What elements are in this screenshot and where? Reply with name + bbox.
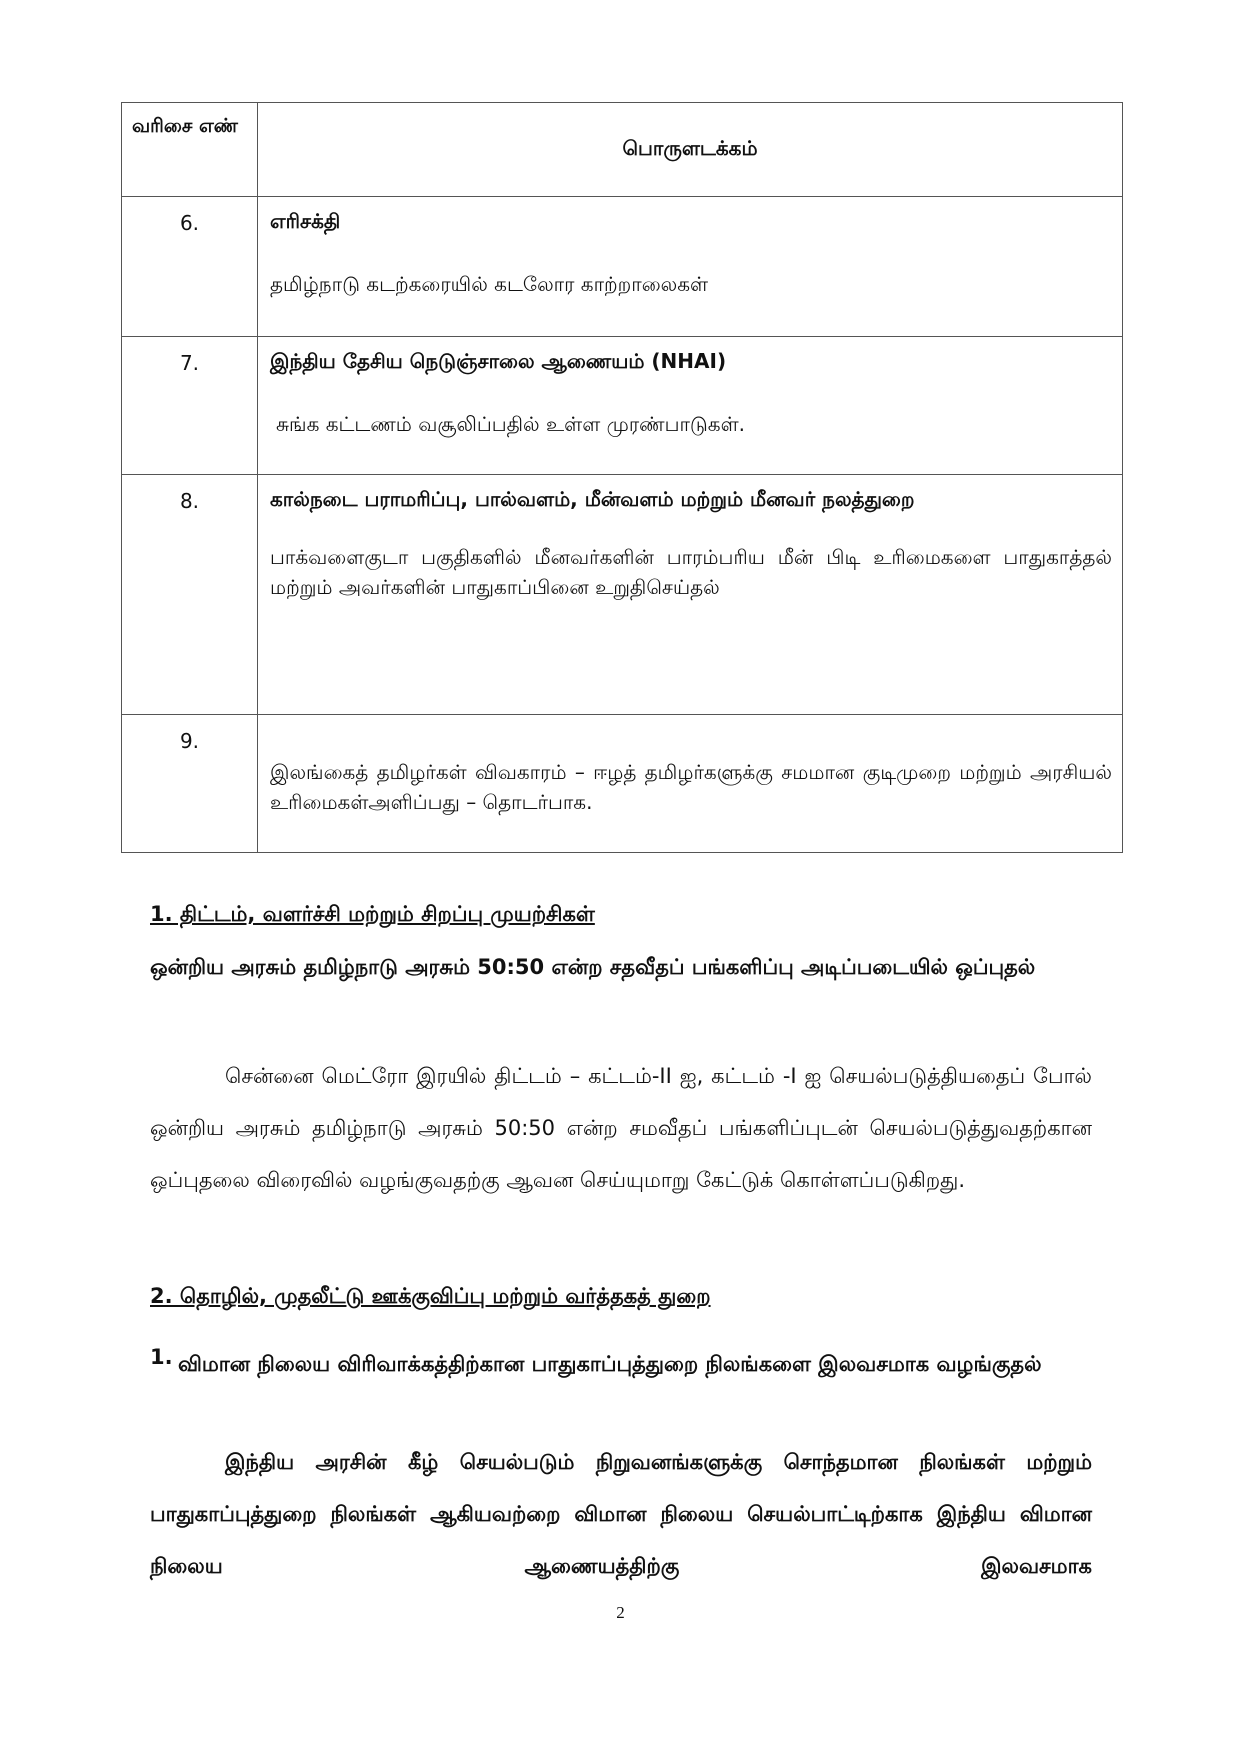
section-1-paragraph: சென்னை மெட்ரோ இரயில் திட்டம் – கட்டம்-II ஐ, கட்டம் -I ஐ செயல்படுத்தியதைப் போல் ஒன்றிய அரசும் தமிழ்நாடு அரசும் 50:50 என்ற சமவீதப் பங்களிப்புடன் செயல்படுத்துவதற்கான ஒப்புதலை விரைவில் வழங்குவதற்கு ஆவன செய்யுமாறு கேட்டுக் கொள்ளப்படுகிறது. xyxy=(150,1064,1092,1192)
row-number: 6. xyxy=(122,197,258,337)
table-row xyxy=(122,197,1123,337)
row-heading: கால்நடை பராமரிப்பு, பால்வளம், மீன்வளம் மற்றும் மீனவர் நலத்துறை xyxy=(270,487,915,511)
section-2-item-number: 1. xyxy=(150,1345,173,1369)
row-body: பாக்வளைகுடா பகுதிகளில் மீனவர்களின் பாரம்பரிய மீன் பிடி உரிமைகளை பாதுகாத்தல் மற்றும் அவர்களின் பாதுகாப்பினை உறுதிசெய்தல் xyxy=(270,545,1112,599)
row-body: இலங்கைத் தமிழர்கள் விவகாரம் – ஈழத் தமிழர்களுக்கு சமமான குடிமுறை மற்றும் அரசியல் உரிமைகள்அளிப்பது – தொடர்பாக. xyxy=(270,760,1112,814)
table-row xyxy=(122,475,1123,715)
row-body: தமிழ்நாடு கடற்கரையில் கடலோர காற்றாலைகள் xyxy=(270,272,709,296)
row-number: 7. xyxy=(122,337,258,475)
row-number: 9. xyxy=(122,715,258,853)
section-2-title: 2. தொழில், முதலீட்டு ஊக்குவிப்பு மற்றும் வர்த்தகத் துறை xyxy=(150,1284,711,1308)
contents-header: பொருளடக்கம் xyxy=(258,103,1123,197)
row-content xyxy=(258,715,1123,853)
section-1-title: 1. திட்டம், வளர்ச்சி மற்றும் சிறப்பு முயற்சிகள் xyxy=(150,902,595,926)
row-content xyxy=(258,337,1123,475)
row-body: சுங்க கட்டணம் வசூலிப்பதில் உள்ள முரண்பாடுகள். xyxy=(276,412,745,436)
page-number: 2 xyxy=(616,1603,625,1622)
row-heading: இந்திய தேசிய நெடுஞ்சாலை ஆணையம் (NHAI) xyxy=(270,349,727,373)
contents-table xyxy=(121,102,1123,853)
row-heading: எரிசக்தி xyxy=(270,209,341,233)
row-content xyxy=(258,475,1123,715)
row-content xyxy=(258,197,1123,337)
table-row xyxy=(122,715,1123,853)
section-1-subtitle: ஒன்றிய அரசும் தமிழ்நாடு அரசும் 50:50 என்ற சதவீதப் பங்களிப்பு அடிப்படையில் ஒப்புதல் xyxy=(150,955,1036,979)
section-2-paragraph: இந்திய அரசின் கீழ் செயல்படும் நிறுவனங்களுக்கு சொந்தமான நிலங்கள் மற்றும் பாதுகாப்புத்துறை நிலங்கள் ஆகியவற்றை விமான நிலைய செயல்பாட்டிற்காக இந்திய விமான நிலைய ஆணையத்திற்கு இலவசமாக xyxy=(150,1450,1092,1578)
serial-number-header: வரிசை எண் xyxy=(122,103,258,197)
row-number: 8. xyxy=(122,475,258,715)
section-2-item-title: விமான நிலைய விரிவாக்கத்திற்கான பாதுகாப்புத்துறை நிலங்களை இலவசமாக வழங்குதல் xyxy=(178,1352,1042,1376)
table-header-row xyxy=(122,103,1123,197)
table-row xyxy=(122,337,1123,475)
